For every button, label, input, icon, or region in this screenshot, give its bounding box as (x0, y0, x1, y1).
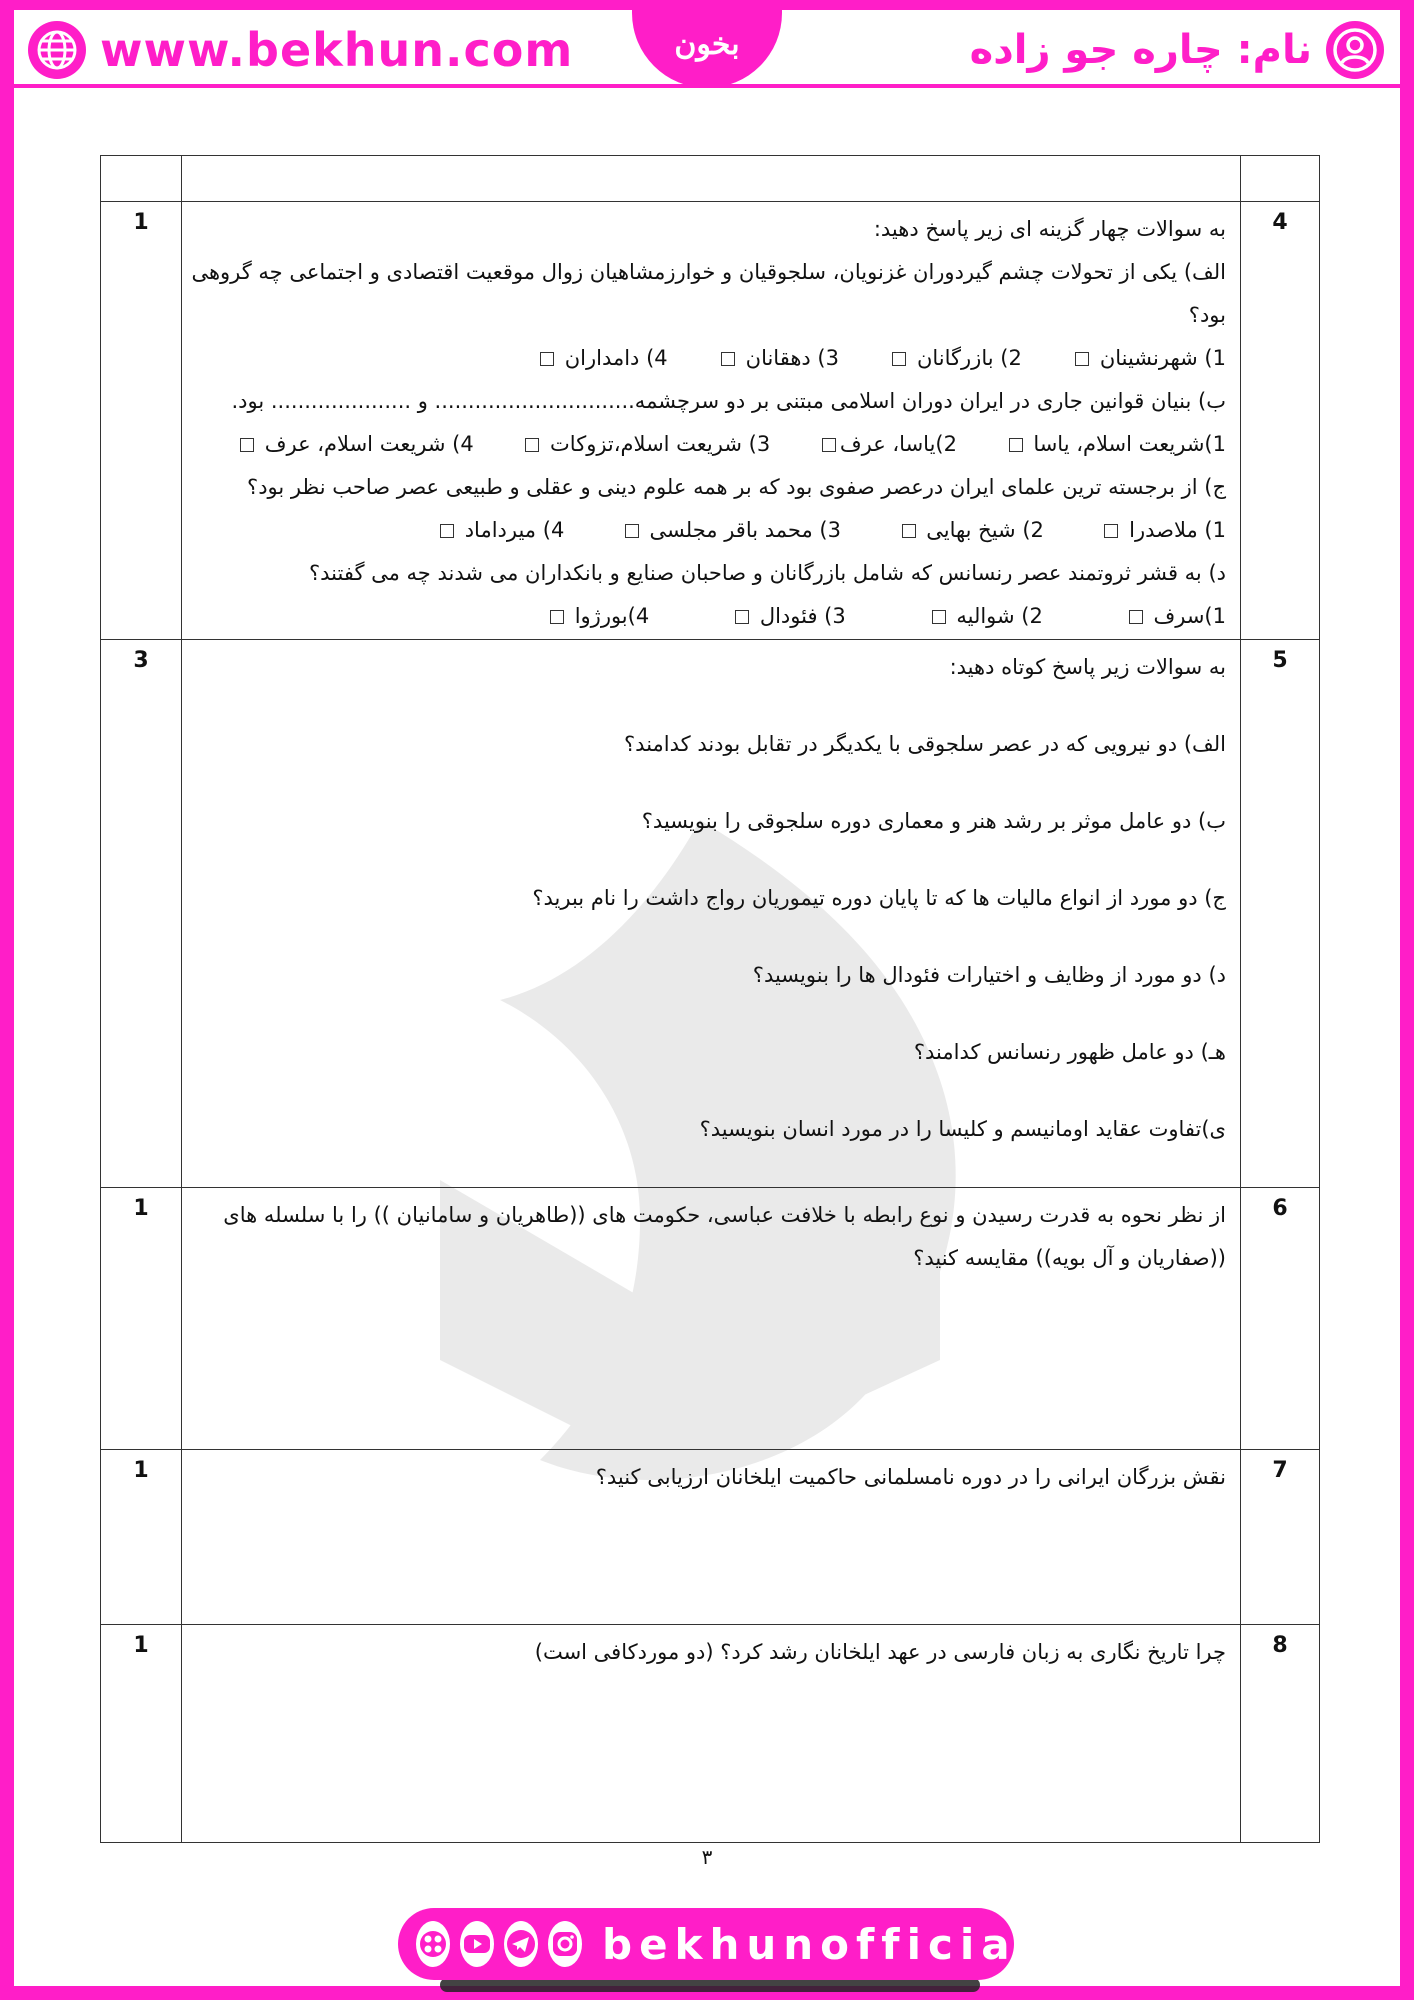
question-number: 6 (1241, 1188, 1320, 1450)
question-text: الف) دو نیرویی که در عصر سلجوقی با یکدیگر در تقابل بودند کدامند؟ (624, 732, 1226, 756)
question-text: نقش بزرگان ایرانی را در دوره نامسلمانی حاکمیت ایلخانان ارزیابی کنید؟ (595, 1465, 1226, 1489)
logo-text: بخون (674, 26, 740, 62)
checkbox[interactable] (625, 524, 639, 538)
instagram-icon[interactable] (548, 1921, 582, 1967)
checkbox[interactable] (721, 352, 735, 366)
question-row (101, 202, 1320, 640)
options-row (196, 595, 1226, 638)
question-text: ب) بنیان قوانین جاری در ایران دوران اسلامی مبتنی بر دو سرچشمه.............................. و ..................... بود. (231, 389, 1226, 413)
question-score: 1 (101, 1188, 182, 1450)
question-body (182, 1625, 1241, 1843)
site-url: www.bekhun.com (100, 23, 574, 77)
question-number: 5 (1241, 640, 1320, 1188)
checkbox[interactable] (1009, 438, 1023, 452)
option[interactable]: 2)یاسا، عرف (818, 423, 957, 466)
question-intro: به سوالات زیر پاسخ کوتاه دهید: (949, 655, 1226, 679)
user-icon (1326, 21, 1384, 79)
question-text: هـ) دو عامل ظهور رنسانس کدامند؟ (913, 1040, 1226, 1064)
question-body (182, 202, 1241, 640)
question-text: ج) از برجسته ترین علمای ایران درعصر صفوی بود که بر همه علوم دینی و عقلی و طبیعی عصر صاحب نظر بود؟ (247, 475, 1226, 499)
question-body (182, 1450, 1241, 1625)
options-row (196, 509, 1226, 552)
telegram-icon[interactable] (504, 1921, 538, 1967)
question-row (101, 640, 1320, 1188)
question-text: د) دو مورد از وظایف و اختیارات فئودال ها را بنویسید؟ (752, 963, 1226, 987)
page-number: ۳ (701, 1845, 713, 1869)
option[interactable]: 1)شریعت اسلام، یاسا (1005, 423, 1226, 466)
question-score: 1 (101, 1625, 182, 1843)
question-score: 1 (101, 1450, 182, 1625)
question-text: از نظر نحوه به قدرت رسیدن و نوع رابطه با خلافت عباسی، حکومت های ((طاهریان و سامانیان )) را با سلسله های (223, 1203, 1226, 1227)
globe-icon (28, 21, 86, 79)
checkbox[interactable] (822, 438, 836, 452)
header-row (101, 156, 1320, 202)
question-intro: به سوالات چهار گزینه ای زیر پاسخ دهید: (873, 217, 1226, 241)
question-number: 8 (1241, 1625, 1320, 1843)
question-number: 4 (1241, 202, 1320, 640)
checkbox[interactable] (735, 610, 749, 624)
checkbox[interactable] (525, 438, 539, 452)
question-text: بود؟ (1188, 303, 1226, 327)
option[interactable]: 2) شوالیه (928, 595, 1043, 638)
option[interactable]: 3) شریعت اسلام،تزوکات (521, 423, 770, 466)
question-number: 7 (1241, 1450, 1320, 1625)
checkbox[interactable] (932, 610, 946, 624)
exam-sheet (100, 155, 1320, 1840)
checkbox[interactable] (550, 610, 564, 624)
option[interactable]: 2) شیخ بهایی (898, 509, 1044, 552)
student-name-area (970, 16, 1384, 84)
checkbox[interactable] (1104, 524, 1118, 538)
option[interactable]: 3) محمد باقر مجلسی (621, 509, 841, 552)
checkbox[interactable] (440, 524, 454, 538)
options-row (196, 337, 1226, 380)
checkbox[interactable] (540, 352, 554, 366)
option[interactable]: 1) ملاصدرا (1100, 509, 1226, 552)
question-text: چرا تاریخ نگاری به زبان فارسی در عهد ایلخانان رشد کرد؟ (دو موردکافی است) (534, 1640, 1226, 1664)
question-body (182, 640, 1241, 1188)
option[interactable]: 3) دهقانان (717, 337, 839, 380)
option[interactable]: 4) شریعت اسلام، عرف (236, 423, 474, 466)
options-row (196, 423, 1226, 466)
option[interactable]: 1) شهرنشینان (1071, 337, 1226, 380)
checkbox[interactable] (892, 352, 906, 366)
question-row (101, 1188, 1320, 1450)
aparat-icon[interactable] (416, 1921, 450, 1967)
site-link[interactable] (28, 20, 573, 80)
youtube-icon[interactable] (460, 1921, 494, 1967)
checkbox[interactable] (1075, 352, 1089, 366)
checkbox[interactable] (1129, 610, 1143, 624)
social-footer (398, 1908, 1039, 1980)
question-table (100, 155, 1320, 1843)
question-text: ی)تفاوت عقاید اومانیسم و کلیسا را در مورد انسان بنویسید؟ (699, 1117, 1226, 1141)
question-body (182, 1188, 1241, 1450)
question-score: 3 (101, 640, 182, 1188)
question-text: ج) دو مورد از انواع مالیات ها که تا پایان دوره تیموریان رواج داشت را نام ببرید؟ (532, 886, 1226, 910)
question-score: 1 (101, 202, 182, 640)
option[interactable]: 1)سرف (1125, 595, 1226, 638)
name-label: نام: چاره جو زاده (969, 27, 1312, 73)
question-text: الف) یکی از تحولات چشم گیردوران غزنویان، سلجوقیان و خوارزمشاهیان زوال موقعیت اقتصادی و اجتماعی چه گروهی (191, 260, 1226, 284)
question-text: د) به قشر ثروتمند عصر رنسانس که شامل بازرگانان و صاحبان صنایع و بانکداران می شدند چه می گفتند؟ (308, 561, 1226, 585)
option[interactable]: 2) بازرگانان (888, 337, 1022, 380)
question-row (101, 1450, 1320, 1625)
question-text: ((صفاریان و آل بویه)) مقایسه کنید؟ (913, 1246, 1226, 1270)
option[interactable]: 3) فئودال (731, 595, 846, 638)
question-text: ب) دو عامل موثر بر رشد هنر و معماری دوره سلجوقی را بنویسید؟ (641, 809, 1226, 833)
question-row (101, 1625, 1320, 1843)
social-handle[interactable]: bekhunofficial (602, 1919, 1039, 1969)
option[interactable]: 4)بورژوا (546, 595, 649, 638)
option[interactable]: 4) دامداران (536, 337, 668, 380)
checkbox[interactable] (240, 438, 254, 452)
option[interactable]: 4) میرداماد (436, 509, 564, 552)
checkbox[interactable] (902, 524, 916, 538)
